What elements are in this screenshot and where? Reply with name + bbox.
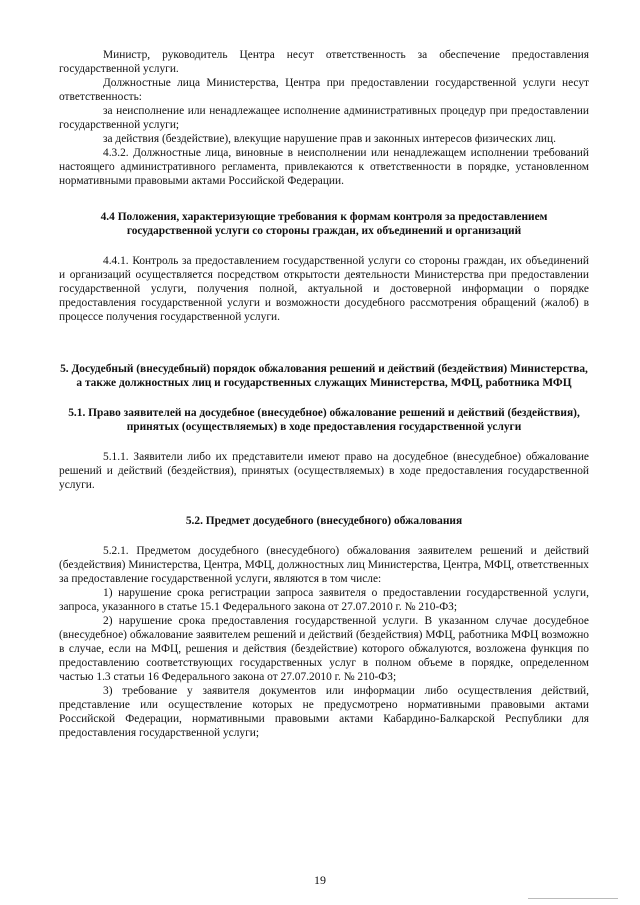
document-page [59,48,589,740]
heading-5-2: 5.2. Предмет досудебного (внесудебного) обжалования [185,515,463,527]
paragraph-officials-responsibility: Должностные лица Министерства, Центра при предоставлении государственной услуги несут ответственность: [59,77,589,103]
paragraph-4-4-1: 4.4.1. Контроль за предоставлением государственной услуги со стороны граждан, их объединений и организаций осуществляется посредством открытости деятельности Министерства при предоставлении государственной услуги, получения полной, актуальной и достоверной информации о порядке предоставления государственной услуги и возможности досудебного рассмотрения обращений (жалоб) в процессе получения государственной услуги. [59,255,589,323]
list-item-2: 2) нарушение срока предоставления государственной услуги. В указанном случае досудебное (внесудебное) обжалование заявителем решений и действий (бездействия) МФЦ, работника МФЦ возможно в случае, если на МФЦ, решения и действия (бездействие) которого обжалуются, возложена функция по предоставлению соответствующих государственных услуг в полном объеме в порядке, определенном частью 1.3 статьи 16 Федерального закона от 27.07.2010 г. № 210-ФЗ; [59,615,589,683]
heading-5-1: 5.1. Право заявителей на досудебное (внесудебное) обжалование решений и действий (бездействия), принятых (осуществляемых) в ходе предоставления государственной услуги [68,407,580,433]
paragraph-minister-responsibility: Министр, руководитель Центра несут ответственность за обеспечение предоставления государственной услуги. [59,49,589,75]
heading-4-4: 4.4 Положения, характеризующие требования к формам контроля за предоставлением государственной услуги со стороны граждан, их объединений и организаций [100,211,548,237]
scan-artifact-line [528,898,618,899]
paragraph-5-1-1: 5.1.1. Заявители либо их представители имеют право на досудебное (внесудебное) обжалование решений и действий (бездействия), принятых (осуществляемых) в ходе предоставления государственной услуги. [59,451,589,491]
paragraph-actions-violation: за действия (бездействие), влекущие нарушение прав и законных интересов физических лиц. [103,133,556,145]
heading-section-5: 5. Досудебный (внесудебный) порядок обжалования решений и действий (бездействия) Министерства, а также должностных лиц и государственных служащих Министерства, МФЦ, работника МФЦ [60,363,588,389]
list-item-1: 1) нарушение срока регистрации запроса заявителя о предоставлении государственной услуги, запроса, указанного в статье 15.1 Федерального закона от 27.07.2010 г. № 210-ФЗ; [59,587,589,613]
paragraph-4-3-2: 4.3.2. Должностные лица, виновные в неисполнении или ненадлежащем исполнении требований настоящего административного регламента, привлекаются к ответственности в порядке, установленном нормативными правовыми актами Российской Федерации. [59,147,589,187]
list-item-3: 3) требование у заявителя документов или информации либо осуществления действий, представление или осуществление которых не предусмотрено нормативными правовыми актами Российской Федерации, нормативными правовыми актами Кабардино-Балкарской Республики для предоставления государственной услуги; [59,685,589,739]
page-number: 19 [314,873,326,887]
paragraph-5-2-1: 5.2.1. Предметом досудебного (внесудебного) обжалования заявителем решений и действий (бездействия) Министерства, Центра, МФЦ, должностных лиц Министерства, Центра, МФЦ, ответственных за предоставление государственной услуги, являются в том числе: [59,545,589,585]
paragraph-nonperformance: за неисполнение или ненадлежащее исполнение административных процедур при предоставлении государственной услуги; [59,105,589,131]
